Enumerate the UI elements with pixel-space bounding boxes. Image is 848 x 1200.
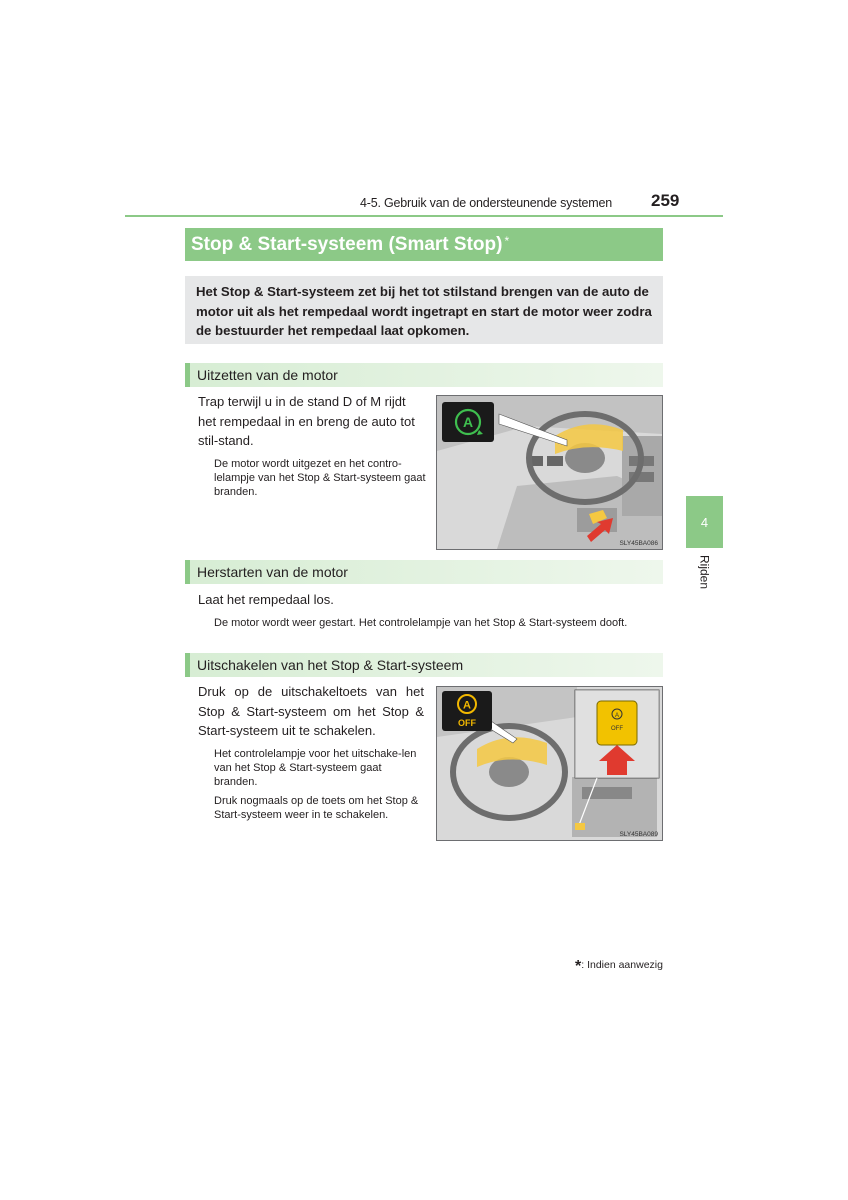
section-note-uitschakelen-1: Het controlelampje voor het uitschake-len van het Stop & Start-systeem gaat branden. bbox=[214, 748, 417, 788]
chapter-number: 4 bbox=[700, 514, 709, 530]
svg-text:A: A bbox=[462, 414, 474, 430]
svg-text:A: A bbox=[463, 699, 471, 712]
figure-code: SLY45BA086 bbox=[619, 540, 658, 547]
section-note-uitzetten: De motor wordt uitgezet en het contro-lelampje van het Stop & Start-systeem gaat branden. bbox=[214, 458, 426, 498]
section-body-uitschakelen: Druk op de uitschakeltoets van het Stop & Start-systeem om het Stop & Start-systeem uit te schakelen. bbox=[198, 684, 424, 738]
section-note-uitschakelen-2: Druk nogmaals op de toets om het Stop & Start-systeem weer in te schakelen. bbox=[214, 795, 419, 821]
title-asterisk: * bbox=[504, 233, 510, 248]
dashboard-illustration bbox=[437, 396, 662, 549]
page-title bbox=[185, 228, 663, 261]
figure-dashboard-off bbox=[436, 686, 663, 841]
off-switch-label: OFF bbox=[611, 726, 623, 732]
section-heading-uitzetten: Uitzetten van de motor bbox=[185, 363, 663, 387]
footnote bbox=[575, 958, 663, 976]
footnote-text: : Indien aanwezig bbox=[581, 959, 663, 971]
intro-box: Het Stop & Start-systeem zet bij het tot stilstand brengen van de auto de motor uit als het rempedaal wordt ingetrapt en start de motor weer zodra de bestuurder het rempedaal laat opkomen. bbox=[185, 276, 663, 344]
figure-code: SLY45BA089 bbox=[619, 831, 658, 838]
section-note-herstarten: De motor wordt weer gestart. Het controlelampje van het Stop & Start-systeem dooft. bbox=[214, 617, 628, 629]
footnote-star: * bbox=[575, 958, 582, 975]
svg-text:A: A bbox=[614, 713, 620, 719]
running-head: 4-5. Gebruik van de ondersteunende systemen bbox=[360, 196, 612, 210]
section-heading-uitschakelen: Uitschakelen van het Stop & Start-systeem bbox=[185, 653, 663, 677]
dashboard-off-illustration bbox=[437, 687, 662, 840]
section-heading-herstarten: Herstarten van de motor bbox=[185, 560, 663, 584]
chapter-label: Rijden bbox=[697, 555, 712, 590]
page-title-text: Stop & Start-systeem (Smart Stop) bbox=[191, 233, 503, 255]
off-indicator-label: OFF bbox=[458, 718, 476, 728]
figure-dashboard-stop bbox=[436, 395, 663, 550]
page-number: 259 bbox=[651, 191, 680, 210]
chapter-tab bbox=[686, 496, 723, 548]
section-body-herstarten: Laat het rempedaal los. bbox=[198, 592, 334, 607]
off-switch bbox=[597, 701, 637, 745]
section-body-uitzetten: Trap terwijl u in de stand D of M rijdt het rempedaal in en breng de auto tot stil-stand. bbox=[198, 394, 415, 448]
header-rule bbox=[125, 215, 723, 217]
